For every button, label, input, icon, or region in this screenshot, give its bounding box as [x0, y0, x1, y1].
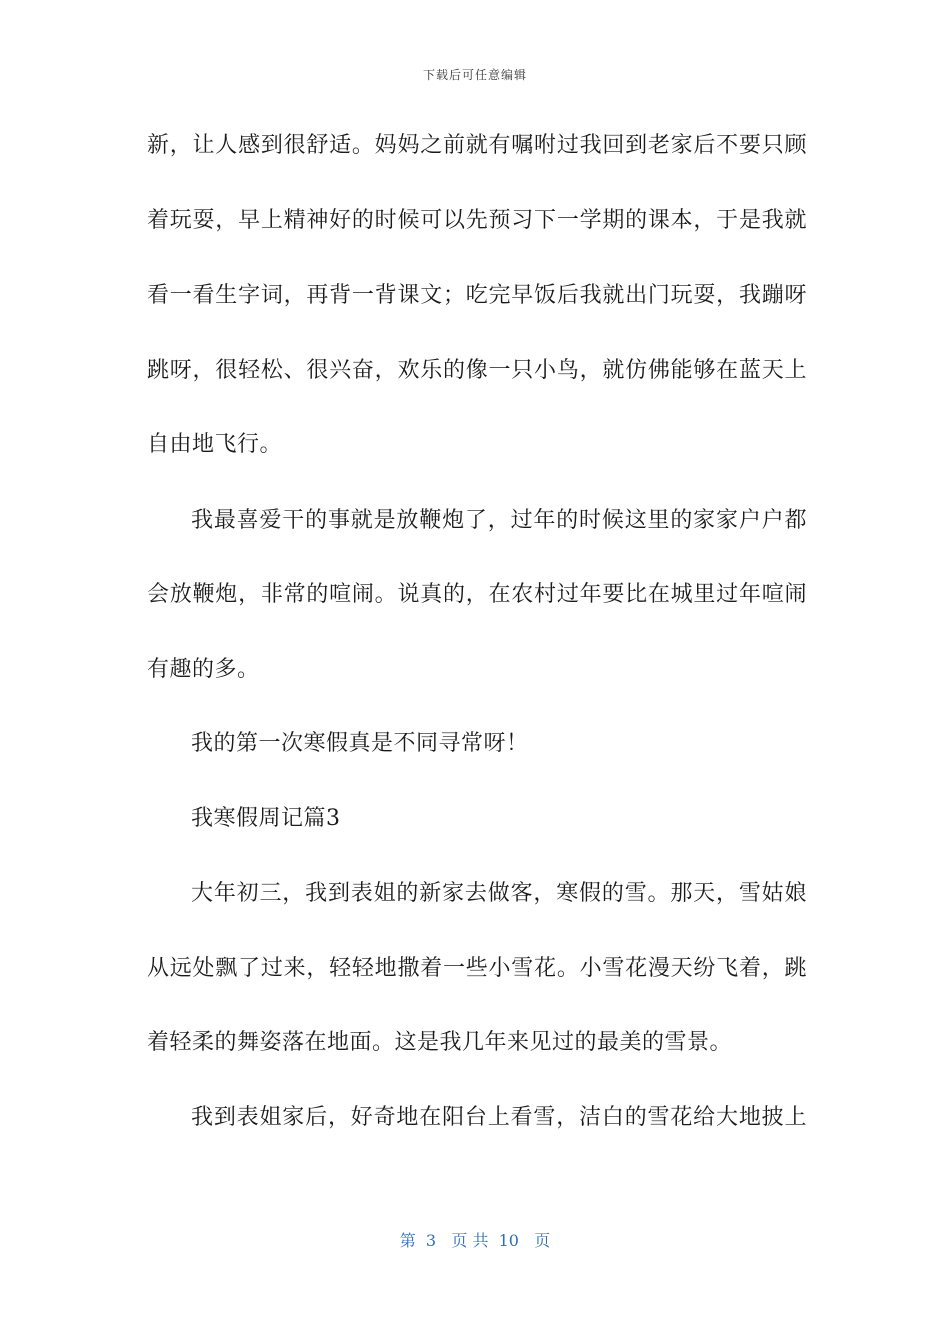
text-line: 看一看生字词，再背一背课文；吃完早饭后我就出门玩耍，我蹦呀 — [147, 283, 807, 308]
text-line: 从远处飘了过来，轻轻地撒着一些小雪花。小雪花漫天纷飞着，跳 — [147, 956, 807, 981]
text-line: 新，让人感到很舒适。妈妈之前就有嘱咐过我回到老家后不要只顾 — [147, 133, 807, 158]
paragraph-first-line: 我最喜爱干的事就是放鞭炮了，过年的时候这里的家家户户都 — [191, 508, 807, 533]
section-heading: 我寒假周记篇3 — [191, 806, 341, 831]
text-line: 着玩耍，早上精神好的时候可以先预习下一学期的课本，于是我就 — [147, 208, 807, 233]
text-line: 会放鞭炮，非常的喧闹。说真的，在农村过年要比在城里过年喧闹 — [147, 582, 807, 607]
text-line: 跳呀，很轻松、很兴奋，欢乐的像一只小鸟，就仿佛能够在蓝天上 — [147, 358, 807, 383]
paragraph-first-line: 我到表姐家后，好奇地在阳台上看雪，洁白的雪花给大地披上 — [191, 1105, 807, 1130]
paragraph-first-line: 大年初三，我到表姐的新家去做客，寒假的雪。那天，雪姑娘 — [191, 881, 807, 906]
paragraph-first-line: 我的第一次寒假真是不同寻常呀！ — [191, 731, 529, 756]
text-line: 自由地飞行。 — [147, 432, 283, 457]
text-line: 有趣的多。 — [147, 657, 260, 682]
text-line: 着轻柔的舞姿落在地面。这是我几年来见过的最美的雪景。 — [147, 1030, 733, 1055]
page-number-footer: 第 3 页 共 10 页 — [399, 1231, 551, 1250]
page-header: 下载后可任意编辑 — [422, 68, 527, 82]
